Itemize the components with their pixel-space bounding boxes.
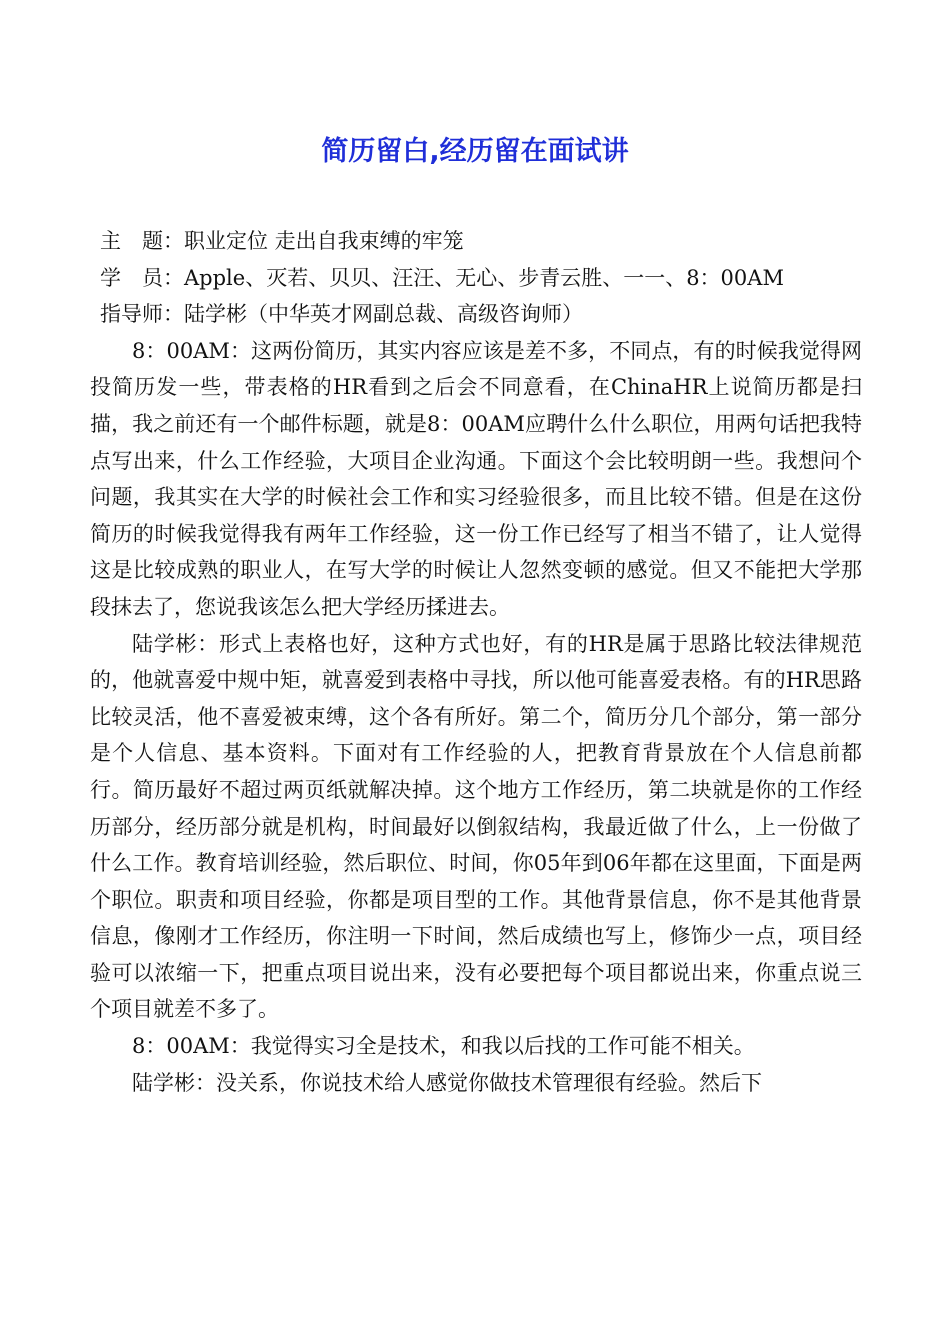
paragraph: 8：00AM：我觉得实习全是技术，和我以后找的工作可能不相关。 xyxy=(132,1034,755,1059)
meta-instructor: 指导师：陆学彬（中华英才网副总裁、高级咨询师） xyxy=(100,302,583,327)
meta-topic: 主 题：职业定位 走出自我束缚的牢笼 xyxy=(100,229,464,253)
paragraph: 8：00AM：这两份简历，其实内容应该是差不多，不同点，有的时候我觉得网投简历发一些，带表格的HR看到之后会不同意看，在ChinaHR上说简历都是扫描，我之前还有一个邮件标题，就是8：00AM应聘什么什么职位，用两句话把我特点写出来，什么工作经验，大项目企业沟通。下面这个会比较明朗一些。我想问个问题，我其实在大学的时候社会工作和实习经验很多，而且比较不错。但是在这份简历的时候我觉得我有两年工作经验，这一份工作已经写了相当不错了，让人觉得这是比较成熟的职业人，在写大学的时候让人忽然变顿的感觉。但又不能把大学那段抹去了，您说我该怎么把大学经历揉进去。 xyxy=(90,338,862,619)
paragraph: 陆学彬：没关系，你说技术给人感觉你做技术管理很有经验。然后下 xyxy=(132,1070,762,1095)
document-title: 简历留白,经历留在面试讲 xyxy=(321,136,629,167)
document-body xyxy=(90,223,862,1101)
meta-students: 学 员：Apple、灭若、贝贝、汪汪、无心、步青云胜、一一、8：00AM xyxy=(100,265,784,290)
paragraph: 陆学彬：形式上表格也好，这种方式也好，有的HR是属于思路比较法律规范的，他就喜爱中规中矩，就喜爱到表格中寻找，所以他可能喜爱表格。有的HR思路比较灵活，他不喜爱被束缚，这个各有所好。第二个，简历分几个部分，第一部分是个人信息、基本资料。下面对有工作经验的人，把教育背景放在个人信息前都行。简历最好不超过两页纸就解决掉。这个地方工作经历，第二块就是你的工作经历部分，经历部分就是机构，时间最好以倒叙结构，我最近做了什么，上一份做了什么工作。教育培训经验，然后职位、时间，你05年到06年都在这里面，下面是两个职位。职责和项目经验，你都是项目型的工作。其他背景信息，你不是其他背景信息，像刚才工作经历，你注明一下时间，然后成绩也写上，修饰少一点，项目经验可以浓缩一下，把重点项目说出来，没有必要把每个项目都说出来，你重点说三个项目就差不多了。 xyxy=(90,631,862,1022)
